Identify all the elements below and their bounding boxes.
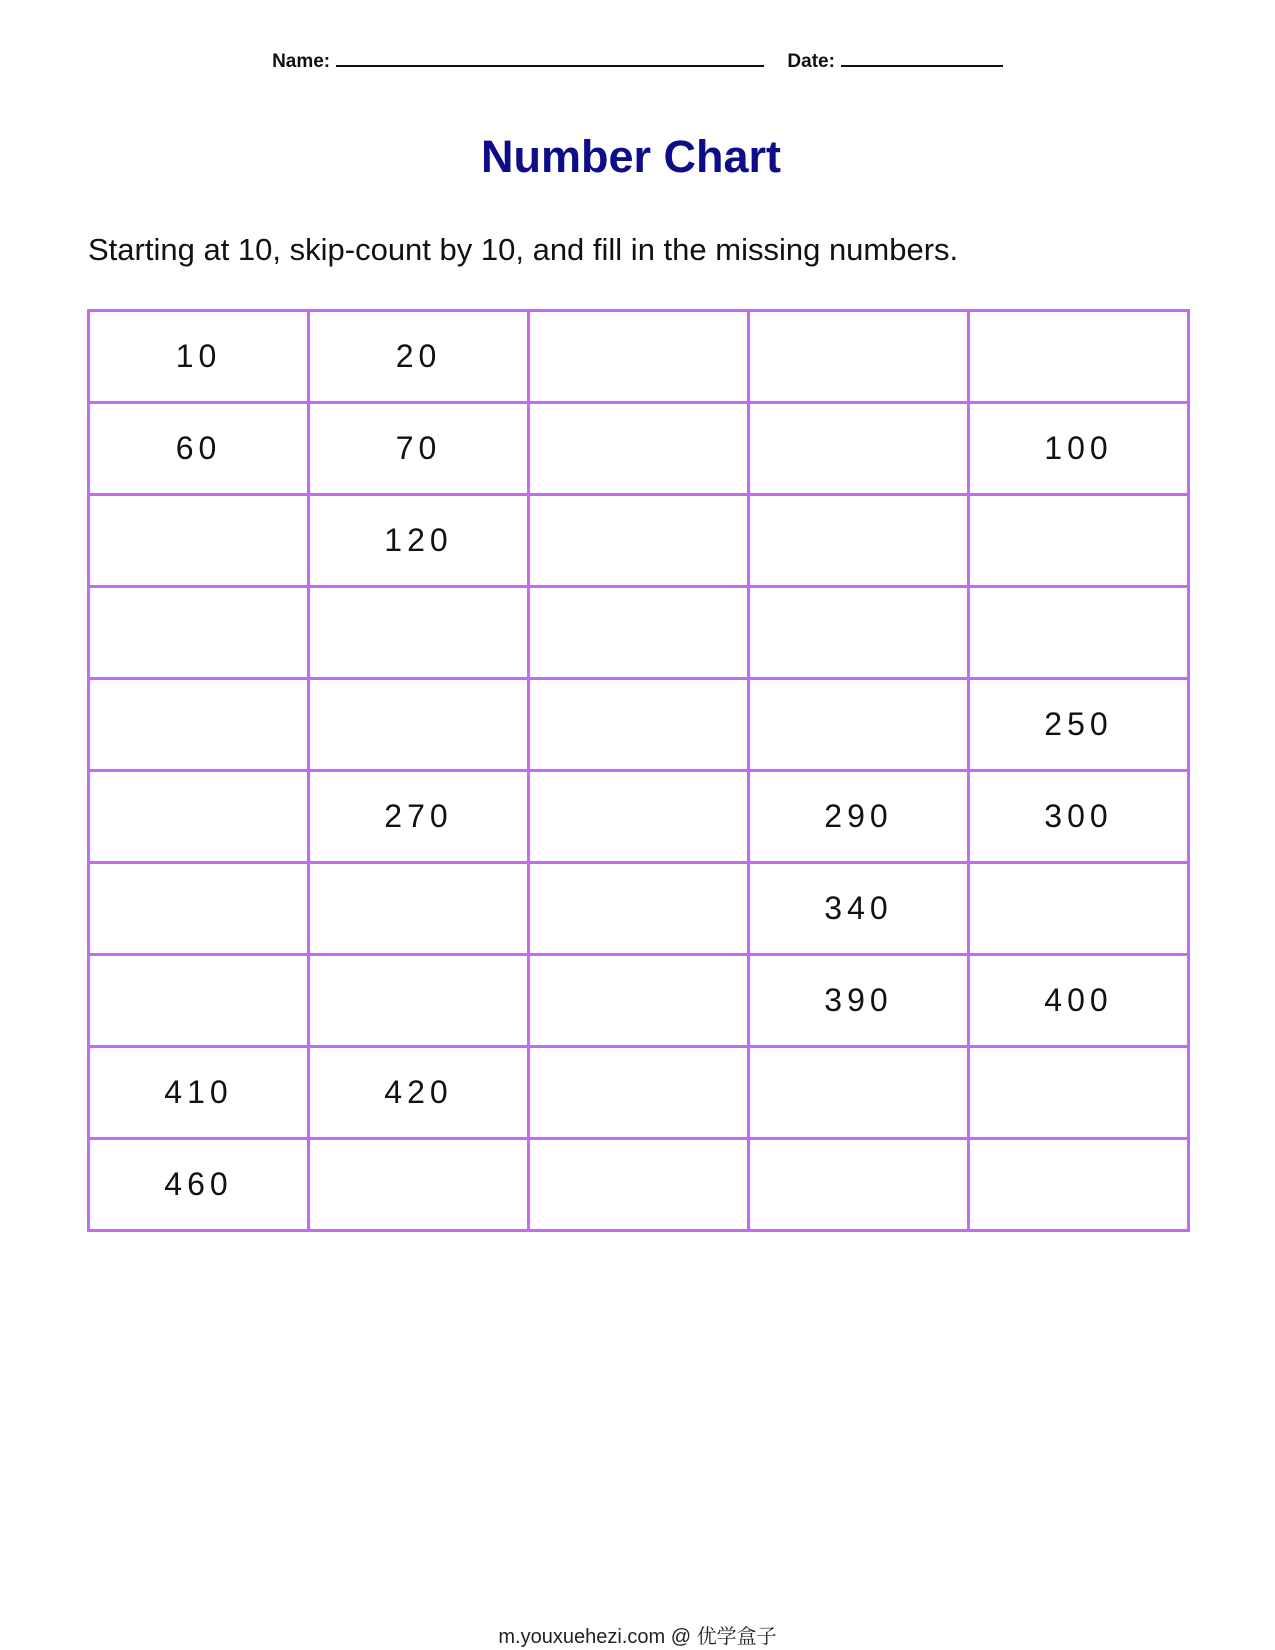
grid-cell-blank[interactable] (749, 587, 969, 679)
grid-row (89, 1047, 1189, 1139)
instructions-text: Starting at 10, skip-count by 10, and fill in the missing numbers. (88, 232, 959, 267)
grid-cell-blank[interactable] (89, 955, 309, 1047)
grid-cell-blank[interactable] (969, 863, 1189, 955)
grid-row (89, 311, 1189, 403)
date-label: Date: (787, 51, 835, 72)
grid-cell-blank[interactable] (749, 403, 969, 495)
grid-cell-blank[interactable] (309, 679, 529, 771)
grid-cell-number: 100 (969, 403, 1189, 495)
grid-cell-blank[interactable] (749, 1047, 969, 1139)
grid-cell-number: 400 (969, 955, 1189, 1047)
grid-cell-blank[interactable] (89, 771, 309, 863)
grid-cell-number: 340 (749, 863, 969, 955)
grid-cell-blank[interactable] (529, 679, 749, 771)
grid-cell-number: 410 (89, 1047, 309, 1139)
grid-row (89, 679, 1189, 771)
grid-cell-number: 300 (969, 771, 1189, 863)
name-date-header (0, 47, 1275, 73)
grid-cell-blank[interactable] (309, 1139, 529, 1231)
grid-row (89, 863, 1189, 955)
grid-row (89, 955, 1189, 1047)
footer-watermark: m.youxuehezi.com @ 优学盒子 (498, 1626, 777, 1648)
grid-cell-number: 270 (309, 771, 529, 863)
grid-cell-number: 120 (309, 495, 529, 587)
grid-cell-number: 10 (89, 311, 309, 403)
grid-cell-number: 420 (309, 1047, 529, 1139)
grid-cell-blank[interactable] (89, 679, 309, 771)
grid-cell-blank[interactable] (969, 1047, 1189, 1139)
grid-cell-number: 60 (89, 403, 309, 495)
grid-cell-blank[interactable] (309, 863, 529, 955)
grid-cell-blank[interactable] (529, 771, 749, 863)
page-title: Number Chart (480, 131, 782, 182)
grid-cell-blank[interactable] (749, 495, 969, 587)
grid-cell-blank[interactable] (529, 1047, 749, 1139)
grid-cell-number: 290 (749, 771, 969, 863)
grid-cell-number: 460 (89, 1139, 309, 1231)
name-label: Name: (272, 51, 331, 72)
grid-cell-blank[interactable] (89, 495, 309, 587)
grid-cell-blank[interactable] (529, 587, 749, 679)
grid-cell-blank[interactable] (309, 955, 529, 1047)
grid-cell-number: 20 (309, 311, 529, 403)
grid-cell-blank[interactable] (529, 495, 749, 587)
grid-cell-blank[interactable] (529, 955, 749, 1047)
grid-row (89, 771, 1189, 863)
grid-cell-blank[interactable] (749, 311, 969, 403)
grid-cell-blank[interactable] (529, 311, 749, 403)
grid-cell-blank[interactable] (309, 587, 529, 679)
grid-cell-blank[interactable] (969, 495, 1189, 587)
grid-cell-blank[interactable] (529, 403, 749, 495)
grid-cell-blank[interactable] (969, 587, 1189, 679)
grid-row (89, 1139, 1189, 1231)
grid-cell-blank[interactable] (529, 1139, 749, 1231)
grid-cell-blank[interactable] (969, 311, 1189, 403)
grid-cell-number: 390 (749, 955, 969, 1047)
grid-cell-number: 70 (309, 403, 529, 495)
grid-cell-blank[interactable] (749, 679, 969, 771)
grid-row (89, 587, 1189, 679)
grid-cell-number: 250 (969, 679, 1189, 771)
grid-row (89, 495, 1189, 587)
grid-cell-blank[interactable] (969, 1139, 1189, 1231)
number-chart-grid (87, 309, 1190, 1232)
date-blank-line[interactable] (841, 47, 1003, 67)
name-blank-line[interactable] (336, 47, 764, 67)
grid-cell-blank[interactable] (749, 1139, 969, 1231)
grid-cell-blank[interactable] (89, 863, 309, 955)
grid-cell-blank[interactable] (529, 863, 749, 955)
grid-row (89, 403, 1189, 495)
grid-cell-blank[interactable] (89, 587, 309, 679)
